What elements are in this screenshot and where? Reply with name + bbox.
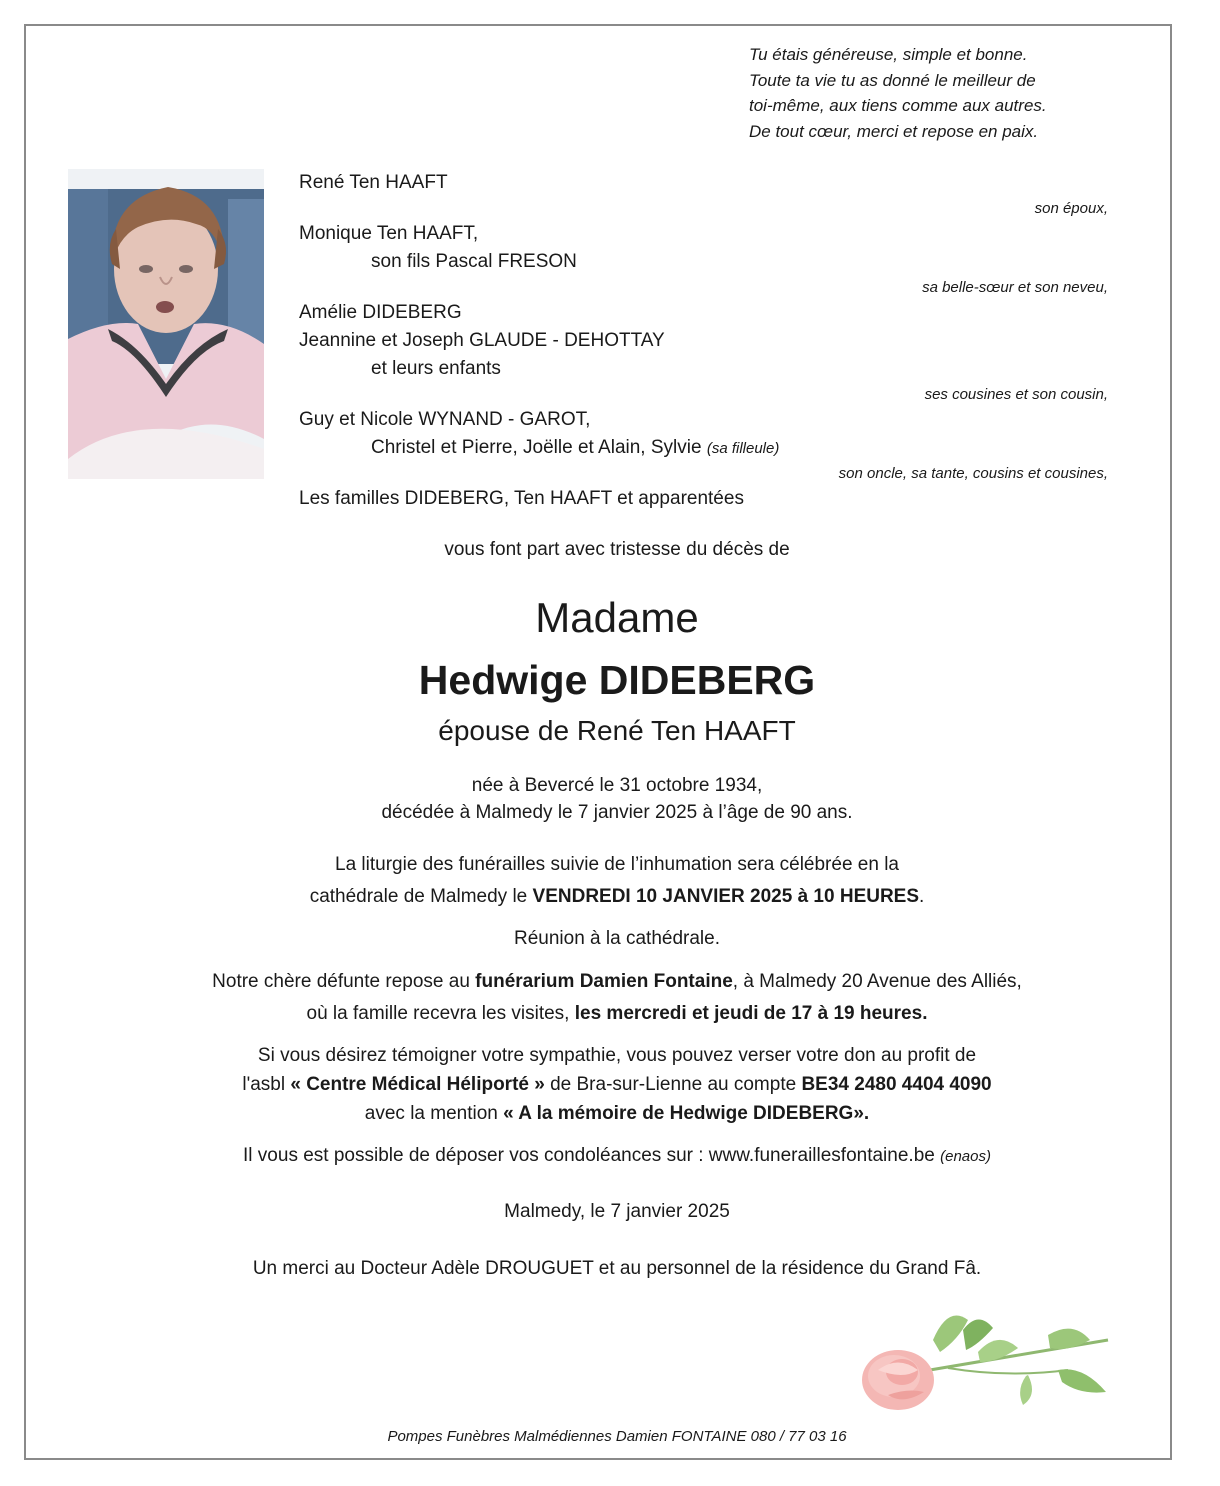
donation-line <box>0 1103 1220 1125</box>
poem <box>749 42 1047 144</box>
funeral-datetime: VENDREDI 10 JANVIER 2025 à 10 HEURES <box>532 886 920 907</box>
family-uncle-children <box>371 437 779 459</box>
meeting-info: Réunion à la cathédrale. <box>514 928 720 949</box>
relation-label: son époux, <box>1034 200 1108 217</box>
poem-line: toi-même, aux tiens comme aux autres. <box>749 96 1047 115</box>
relation-label: sa belle-sœur et son neveu, <box>922 279 1108 296</box>
charity-name: « Centre Médical Héliporté » <box>290 1074 545 1095</box>
announcement-intro: vous font part avec tristesse du décès de <box>444 539 790 560</box>
place-date: Malmedy, le 7 janvier 2025 <box>504 1201 730 1222</box>
visits-hours: les mercredi et jeudi de 17 à 19 heures. <box>574 1003 928 1024</box>
donation-mention: « A la mémoire de Hedwige DIDEBERG». <box>503 1103 870 1124</box>
deceased-title: Madame <box>535 594 699 641</box>
visits-text: où la famille recevra les visites, <box>306 1003 575 1024</box>
rose-icon <box>858 1300 1116 1418</box>
portrait-photo <box>68 169 264 479</box>
family-uncle-children-names: Christel et Pierre, Joëlle et Alain, Sylvie <box>371 437 702 458</box>
condolences-note: (enaos) <box>940 1148 991 1165</box>
donation-text: l'asbl <box>242 1074 291 1095</box>
donation-line <box>0 1074 1220 1096</box>
relation-label: son oncle, sa tante, cousins et cousines, <box>838 465 1108 482</box>
donation-line: Si vous désirez témoigner votre sympathie, vous pouvez verser votre don au profit de <box>257 1045 977 1066</box>
liturgy-line: La liturgie des funérailles suivie de l’inhumation sera célébrée en la <box>335 854 899 875</box>
family-husband: René Ten HAAFT <box>299 172 448 193</box>
liturgy-line <box>0 886 1220 908</box>
family-cousin: Amélie DIDEBERG <box>299 302 462 323</box>
poem-line: Toute ta vie tu as donné le meilleur de <box>749 70 1036 90</box>
family-uncle: Guy et Nicole WYNAND - GAROT, <box>299 409 591 430</box>
thanks-line: Un merci au Docteur Adèle DROUGUET et au personnel de la résidence du Grand Fâ. <box>252 1258 982 1279</box>
bank-account: BE34 2480 4404 4090 <box>801 1074 992 1095</box>
family-cousin-children: et leurs enfants <box>371 358 501 379</box>
donation-text: avec la mention <box>364 1103 504 1124</box>
funerarium-name: funérarium Damien Fontaine <box>475 971 733 992</box>
liturgy-text: cathédrale de Malmedy le <box>309 886 533 907</box>
funerarium-text: Notre chère défunte repose au <box>212 971 476 992</box>
family-cousin: Jeannine et Joseph GLAUDE - DEHOTTAY <box>299 330 665 351</box>
poem-line: Tu étais généreuse, simple et bonne. <box>749 45 1028 64</box>
death-info: décédée à Malmedy le 7 janvier 2025 à l’âge de 90 ans. <box>381 802 853 823</box>
portrait-illustration <box>68 169 264 479</box>
funerarium-line <box>0 971 1220 993</box>
condolences-line <box>0 1145 1220 1167</box>
birth-info: née à Bevercé le 31 octobre 1934, <box>471 775 763 796</box>
poem-line: De tout cœur, merci et repose en paix. <box>749 121 1039 141</box>
deceased-name: Hedwige DIDEBERG <box>418 657 816 703</box>
condolences-text: Il vous est possible de déposer vos condoléances sur : www.funeraillesfontaine.be <box>243 1145 941 1166</box>
family-sister-in-law: Monique Ten HAAFT, <box>299 223 479 244</box>
funerarium-text: , à Malmedy 20 Avenue des Alliés, <box>732 971 1022 992</box>
goddaughter-note: (sa filleule) <box>706 440 780 457</box>
rose-illustration <box>858 1300 1116 1418</box>
donation-text: de Bra-sur-Lienne au compte <box>544 1074 802 1095</box>
family-nephew: son fils Pascal FRESON <box>371 251 577 272</box>
deceased-spouse: épouse de René Ten HAAFT <box>438 715 796 746</box>
visits-line <box>0 1003 1220 1025</box>
family-others: Les familles DIDEBERG, Ten HAAFT et apparentées <box>299 488 744 509</box>
footer-funeral-home: Pompes Funèbres Malmédiennes Damien FONTAINE 080 / 77 03 16 <box>387 1428 847 1445</box>
liturgy-text: . <box>919 886 925 907</box>
relation-label: ses cousines et son cousin, <box>924 386 1108 403</box>
